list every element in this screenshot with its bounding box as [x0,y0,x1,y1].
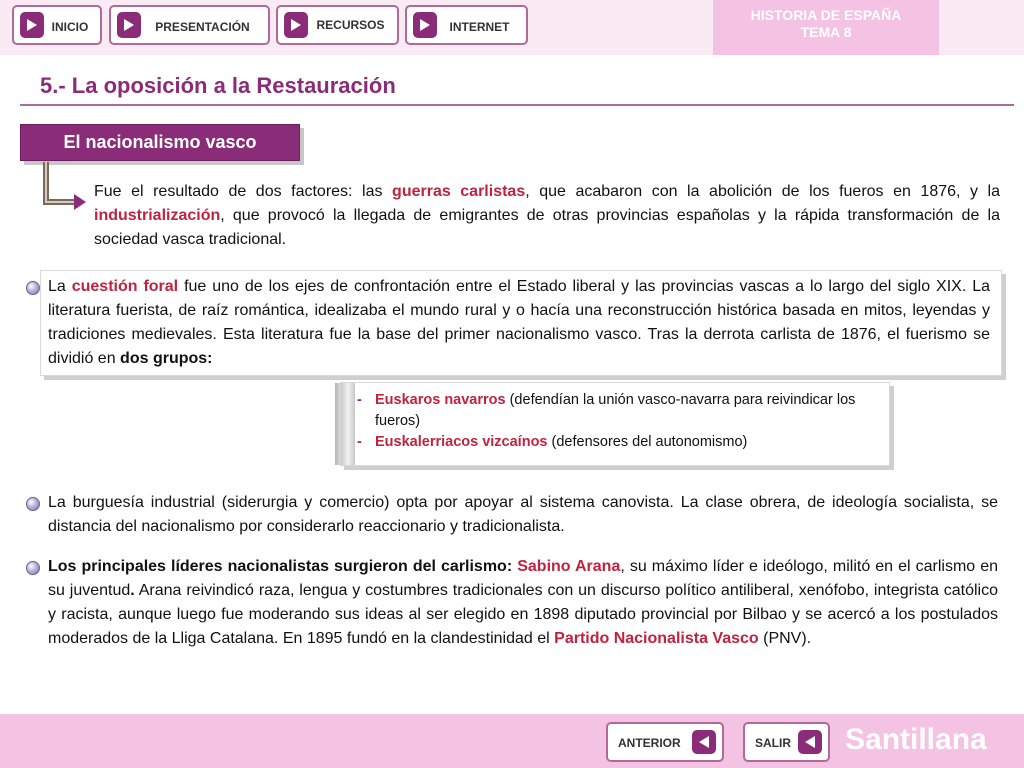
foral-question-paragraph: La cuestión foral fue uno de los ejes de confrontación entre el Estado liberal y las provincias vascas a lo largo del siglo XIX. La literatura fuerista, de raíz romántica, idealizaba el mundo rural y o hacía una reconstrucción histórica basada en mitos, leyendas y tradiciones medievales. Esta literatura fue la base del primer nacionalismo vasco. Tras la derrota carlista de 1876, el fuerismo se dividió en dos grupos: [48,278,990,367]
list-item: - Euskaros navarros (defendían la unión vasco-navarra para reivindicar los fueros) [357,392,856,429]
course-header [713,0,939,55]
nav-inicio-label: INICIO [51,20,89,34]
groups-list [357,390,877,453]
euskaros-navarros-highlight: Euskaros navarros [375,392,506,408]
dos-grupos-highlight: dos grupos: [120,350,213,367]
page-title: 5.- La oposición a la Restauración [40,73,396,98]
bourgeoisie-paragraph: La burguesía industrial (siderurgia y comercio) opta por apoyar al sistema canovista. La clase obrera, de ideología socialista, se distancia del nacionalismo por considerarlo reaccionario y tradicionalista. [48,494,998,535]
cuestion-foral-highlight: cuestión foral [71,278,179,295]
nav-presentacion-label: PRESENTACIÓN [155,20,250,34]
course-title: HISTORIA DE ESPAÑA [750,7,902,23]
industrializacion-highlight: industrialización [94,207,221,224]
bullet-icon [26,281,40,295]
nav-recursos-button[interactable] [276,5,399,45]
euskalerriacos-highlight: Euskalerriacos vizcaínos [375,434,548,450]
back-arrow-icon [798,730,822,754]
nav-presentacion-button[interactable] [109,5,270,45]
card-edge-strip [341,383,355,465]
list-item: - Euskalerriacos vizcaínos (defensores del autonomismo) [357,434,748,450]
anterior-button[interactable] [606,722,724,762]
guerras-carlistas-highlight: guerras carlistas [392,183,526,200]
section-heading [20,124,300,161]
nav-internet-button[interactable] [405,5,528,45]
back-arrow-icon [692,730,716,754]
nav-internet-label: INTERNET [449,20,510,34]
bent-arrow-icon [40,162,90,212]
course-unit: TEMA 8 [800,24,852,40]
title-divider [20,104,1014,106]
section-heading-label: El nacionalismo vasco [63,132,257,152]
nav-recursos-label: RECURSOS [316,18,385,32]
salir-button[interactable] [743,722,830,762]
pnv-highlight: Partido Nacionalista Vasco [554,630,759,647]
intro-paragraph: Fue el resultado de dos factores: las guerras carlistas, que acabaron con la abolición de los fueros en 1876, y la industrialización, que provocó la llegada de emigrantes de otras provincias españolas y la rápida transformación de la sociedad vasca tradicional. [94,183,1001,248]
leaders-paragraph: Los principales líderes nacionalistas surgieron del carlismo: Sabino Arana, su máximo líder e ideólogo, militó en el carlismo en su juventud. Arana reivindicó raza, lengua y costumbres tradicionales con un discurso político antiliberal, xenófobo, integrista católico y racista, aunque luego fue moderando sus ideas al ser elegido en 1898 diputado provincial por Bilbao y se acercó a los postulados moderados de la Lliga Catalana. En 1895 fundó en la clandestinidad el Partido Nacionalista Vasco (PNV). [48,558,999,647]
nav-inicio-button[interactable] [12,5,102,45]
sabino-arana-highlight: Sabino Arana [517,558,621,575]
salir-label: SALIR [755,736,791,750]
bullet-icon [26,561,40,575]
anterior-label: ANTERIOR [618,736,681,750]
bullet-icon [26,497,40,511]
publisher-logo: Santillana [845,723,987,756]
